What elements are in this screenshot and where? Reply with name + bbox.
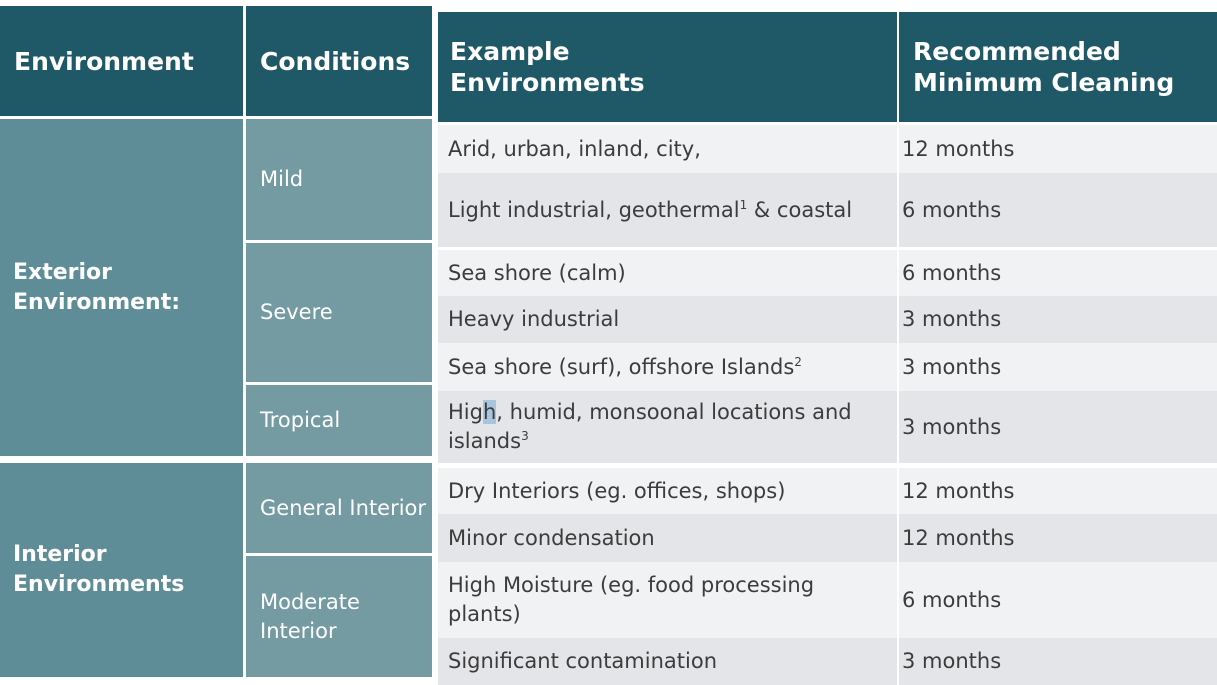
footnote-marker: 2 <box>794 354 802 369</box>
example-text: Significant contamination <box>448 649 718 673</box>
example-text: Minor condensation <box>448 525 655 550</box>
cleaning-value: 3 months <box>902 649 1002 673</box>
cleaning-value: 12 months <box>902 525 1015 550</box>
header-cleaning-label: Recommended Minimum Cleaning <box>913 37 1175 97</box>
example-text-cont: , humid, monsoonal locations and islands <box>448 400 852 453</box>
header-conditions <box>246 6 432 116</box>
example-text-suffix: & coastal <box>747 197 853 222</box>
table-row <box>438 343 1217 391</box>
condition-severe <box>246 243 432 382</box>
example-text: Sea shore (calm) <box>448 260 626 285</box>
header-example-label: Example Environments <box>450 37 645 97</box>
group-interior-label: Interior Environments <box>13 542 185 597</box>
example-text-wrap <box>448 353 888 382</box>
example-text: Light industrial, geothermal <box>448 197 740 222</box>
condition-severe-label: Severe <box>260 300 333 324</box>
table-row <box>438 173 1217 247</box>
condition-mild-label: Mild <box>260 167 304 191</box>
table-row <box>438 125 1217 173</box>
example-text: Sea shore (surf), offshore Islands <box>448 354 795 379</box>
example-text: Heavy industrial <box>448 307 620 331</box>
table-row <box>438 468 1217 514</box>
cleaning-value: 12 months <box>902 136 1015 161</box>
table-row <box>438 391 1217 463</box>
cleaning-value: 3 months <box>902 414 1002 439</box>
condition-tropical-label: Tropical <box>260 408 341 432</box>
example-text: High Moisture (eg. food processing plants) <box>448 573 815 626</box>
cleaning-value: 6 months <box>902 260 1002 285</box>
condition-general-interior-label: General Interior <box>260 495 427 520</box>
table-row <box>438 514 1217 562</box>
cleaning-value: 6 months <box>902 197 1002 222</box>
cleaning-value: 3 months <box>902 354 1002 379</box>
header-example-environments <box>438 12 897 122</box>
header-environment-label: Environment <box>14 46 194 76</box>
condition-mild <box>246 119 432 240</box>
footnote-marker: 3 <box>521 429 529 443</box>
example-text: Hig <box>448 400 483 424</box>
example-text: Dry Interiors (eg. offices, shops) <box>448 478 786 503</box>
cleaning-value: 12 months <box>902 478 1015 503</box>
group-interior <box>0 463 243 677</box>
condition-moderate-interior-label: Moderate Interior <box>260 589 360 643</box>
column-divider <box>897 12 899 685</box>
header-recommended-cleaning <box>899 12 1217 122</box>
text-selection-highlight: h <box>482 400 497 424</box>
cleaning-value: 3 months <box>902 307 1002 331</box>
example-text: Arid, urban, inland, city, <box>448 136 701 161</box>
table-row <box>438 250 1217 296</box>
condition-moderate-interior <box>246 556 432 677</box>
condition-tropical <box>246 385 432 456</box>
example-text-wrap <box>448 398 888 456</box>
footnote-marker: 1 <box>739 197 748 212</box>
cleaning-value: 6 months <box>902 587 1002 612</box>
table-row <box>438 638 1217 685</box>
condition-general-interior <box>246 463 432 553</box>
header-environment <box>0 6 243 116</box>
table-row <box>438 562 1217 638</box>
header-conditions-label: Conditions <box>260 46 411 76</box>
group-exterior <box>0 119 243 456</box>
example-text-wrap <box>448 196 888 225</box>
table-row <box>438 296 1217 343</box>
group-exterior-label: Exterior Environment: <box>13 259 181 315</box>
